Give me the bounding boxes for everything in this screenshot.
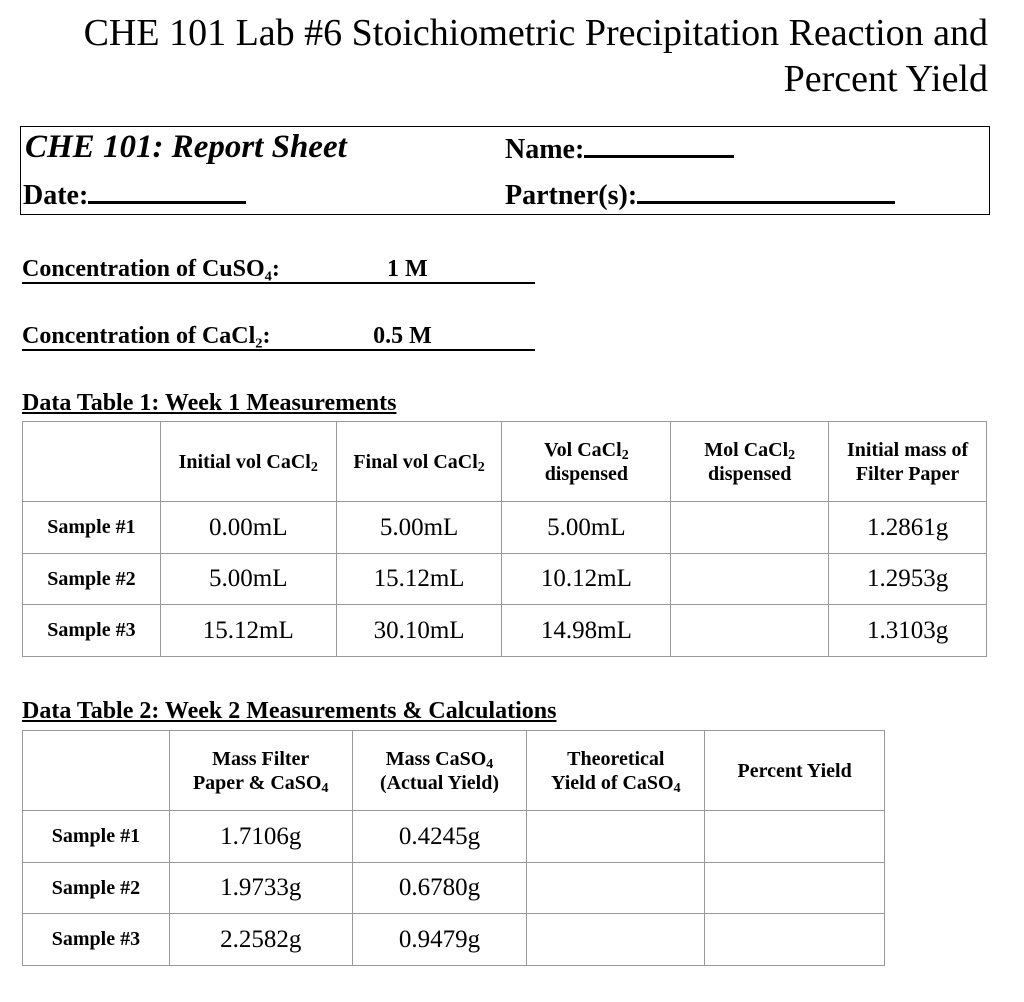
filter-mass-cell: 1.3103g (829, 605, 987, 657)
table1-header-final-vol: Final vol CaCl$_2$ (336, 422, 502, 502)
table2-header-mass-filter-caso4: Mass Filter Paper & CaSO$_4$ (169, 731, 352, 811)
filter-mass-cell: 1.2861g (829, 502, 987, 554)
table2-header-theoretical-yield: Theoretical Yield of CaSO$_4$ (527, 731, 705, 811)
report-course-title: CHE 101: Report Sheet (25, 129, 347, 165)
partners-label: Partner(s): (505, 180, 638, 211)
mass-filter-caso4-cell: 1.7106g (169, 811, 352, 863)
row-label: Sample #1 (23, 502, 161, 554)
vol-dispensed-cell: 14.98mL (502, 605, 671, 657)
date-label: Date: (23, 180, 89, 211)
vol-dispensed-cell: 5.00mL (502, 502, 671, 554)
theoretical-yield-cell[interactable] (527, 863, 705, 914)
theoretical-yield-cell[interactable] (527, 811, 705, 863)
table-row (23, 502, 987, 554)
table1-header-vol-dispensed: Vol CaCl$_2$ dispensed (502, 422, 671, 502)
table1-header-mol-dispensed: Mol CaCl$_2$ dispensed (671, 422, 829, 502)
title-line-2: Percent Yield (783, 58, 988, 100)
table-row (23, 863, 885, 914)
document-title (8, 10, 988, 102)
mass-caso4-cell: 0.6780g (352, 863, 527, 914)
date-field[interactable] (23, 179, 246, 212)
table2-title: Data Table 2: Week 2 Measurements & Calculations (22, 698, 557, 724)
percent-yield-cell[interactable] (705, 863, 885, 914)
row-label: Sample #2 (23, 554, 161, 605)
cuso4-concentration (22, 256, 535, 284)
row-label: Sample #3 (23, 914, 170, 966)
row-label: Sample #1 (23, 811, 170, 863)
table-row (23, 811, 885, 863)
initial-vol-cell: 15.12mL (160, 605, 336, 657)
vol-dispensed-cell: 10.12mL (502, 554, 671, 605)
percent-yield-cell[interactable] (705, 811, 885, 863)
cuso4-concentration-label: Concentration of CuSO₄: (22, 256, 280, 282)
row-label: Sample #2 (23, 863, 170, 914)
name-blank[interactable] (584, 133, 734, 158)
table1-header-filter-mass: Initial mass of Filter Paper (829, 422, 987, 502)
mass-caso4-cell: 0.9479g (352, 914, 527, 966)
report-header-box (20, 126, 990, 215)
mol-dispensed-cell[interactable] (671, 605, 829, 657)
table2-header-mass-caso4: Mass CaSO$_4$ (Actual Yield) (352, 731, 527, 811)
initial-vol-cell: 5.00mL (160, 554, 336, 605)
table1-header-blank (23, 422, 161, 502)
table-row (23, 605, 987, 657)
table2-header-blank (23, 731, 170, 811)
cacl2-concentration-label: Concentration of CaCl₂: (22, 323, 271, 349)
data-table-2 (22, 730, 885, 966)
mass-filter-caso4-cell: 2.2582g (169, 914, 352, 966)
cuso4-concentration-value: 1 M (387, 256, 428, 282)
initial-vol-cell: 0.00mL (160, 502, 336, 554)
title-line-1: CHE 101 Lab #6 Stoichiometric Precipitation Reaction and (83, 12, 988, 54)
final-vol-cell: 5.00mL (336, 502, 502, 554)
table2-header-percent-yield: Percent Yield (705, 731, 885, 811)
theoretical-yield-cell[interactable] (527, 914, 705, 966)
partners-blank[interactable] (637, 179, 895, 204)
final-vol-cell: 15.12mL (336, 554, 502, 605)
name-field[interactable] (505, 133, 734, 166)
mass-filter-caso4-cell: 1.9733g (169, 863, 352, 914)
mass-caso4-cell: 0.4245g (352, 811, 527, 863)
partners-field[interactable] (505, 179, 895, 212)
filter-mass-cell: 1.2953g (829, 554, 987, 605)
cacl2-concentration (22, 323, 535, 351)
table2-header-row (23, 731, 885, 811)
table1-header-initial-vol: Initial vol CaCl$_2$ (160, 422, 336, 502)
percent-yield-cell[interactable] (705, 914, 885, 966)
final-vol-cell: 30.10mL (336, 605, 502, 657)
name-label: Name: (505, 134, 585, 165)
table1-header-row (23, 422, 987, 502)
table-row (23, 914, 885, 966)
row-label: Sample #3 (23, 605, 161, 657)
mol-dispensed-cell[interactable] (671, 502, 829, 554)
mol-dispensed-cell[interactable] (671, 554, 829, 605)
date-blank[interactable] (88, 179, 246, 204)
table1-title: Data Table 1: Week 1 Measurements (22, 390, 397, 416)
cacl2-concentration-value: 0.5 M (373, 323, 432, 349)
table-row (23, 554, 987, 605)
data-table-1 (22, 421, 987, 657)
